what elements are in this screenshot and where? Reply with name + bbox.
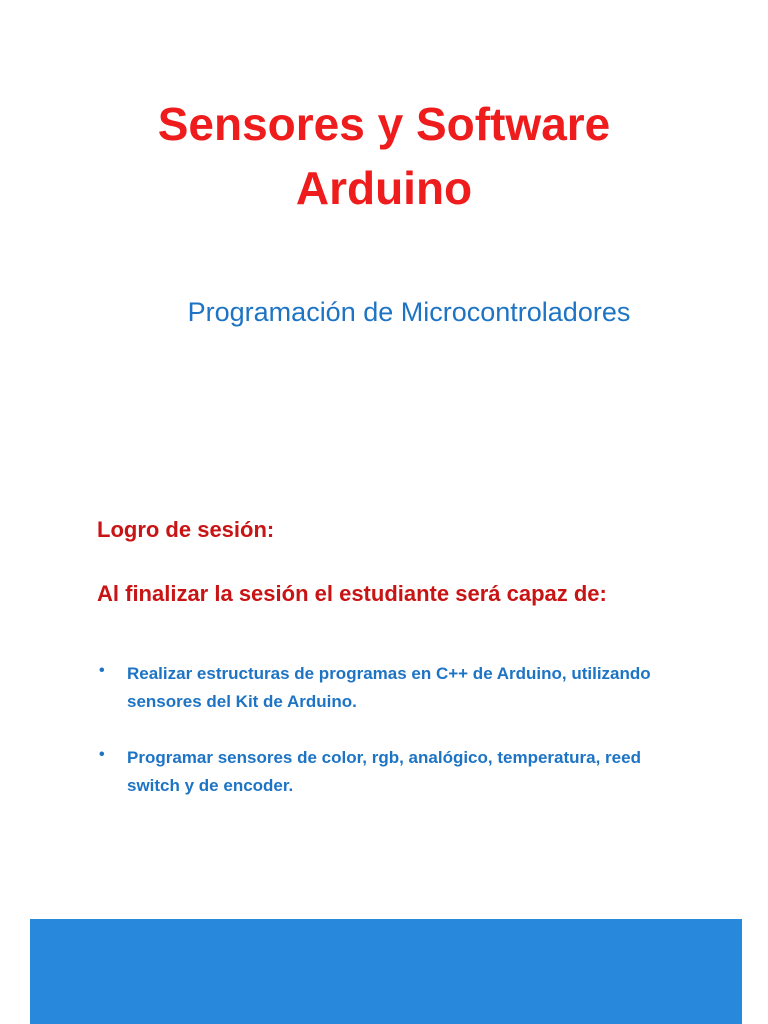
slide-title-line-2: Arduino (295, 162, 473, 214)
objetivo-intro: Al finalizar la sesión el estudiante será capaz de: (97, 581, 607, 606)
list-item-text: Realizar estructuras de programas en C++ de Arduino, utilizando sensores del Kit de Arduino. (127, 664, 651, 711)
slide-subtitle: Programación de Microcontroladores (187, 297, 631, 327)
slide-title (0, 92, 768, 220)
bullet-icon: • (99, 662, 105, 679)
list-item-text: Programar sensores de color, rgb, analógico, temperatura, reed switch y de encoder. (127, 748, 641, 795)
logro-label: Logro de sesión: (97, 517, 275, 542)
list-item (97, 660, 697, 716)
objectives-list (97, 660, 697, 828)
slide-title-line-1: Sensores y Software (157, 98, 611, 150)
list-item (97, 744, 697, 800)
bullet-icon: • (99, 746, 105, 763)
footer-band (30, 919, 742, 1024)
